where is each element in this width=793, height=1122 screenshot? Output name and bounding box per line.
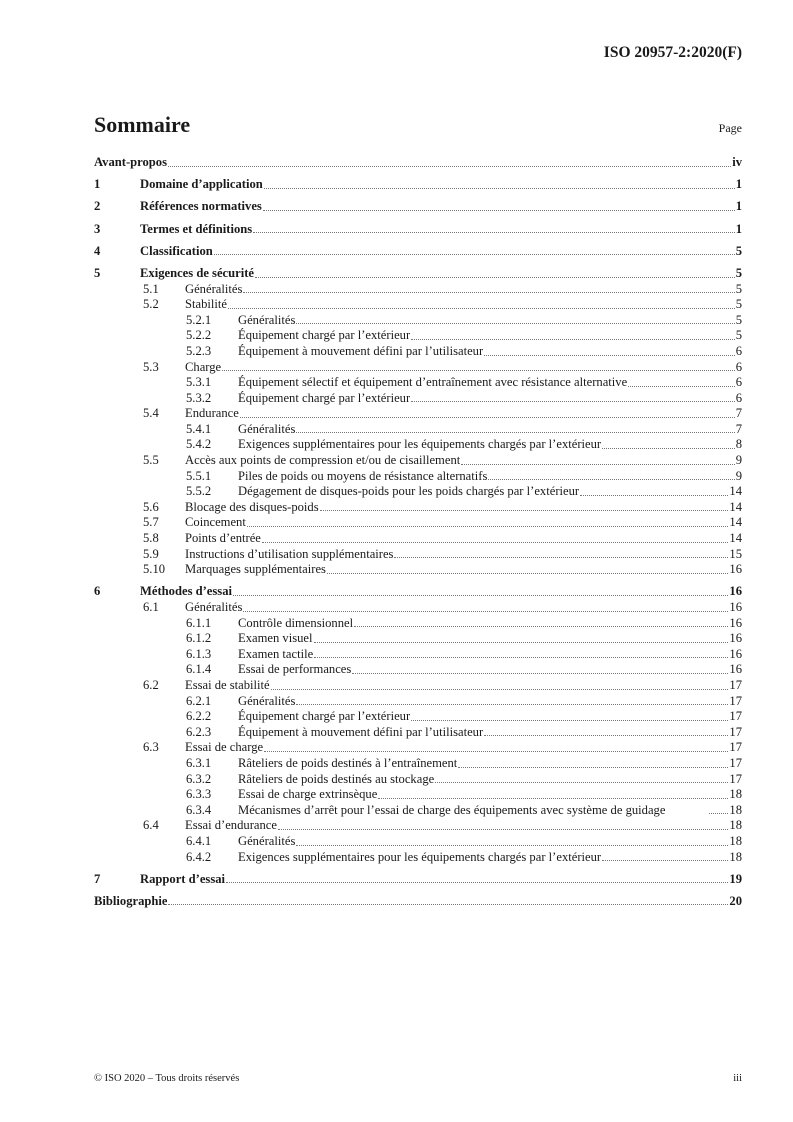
toc-entry-page: 8	[735, 437, 742, 452]
toc-entry[interactable]	[94, 500, 742, 516]
toc-entry-page: 18	[729, 818, 742, 833]
dot-leader	[296, 845, 728, 846]
toc-entry[interactable]	[94, 344, 742, 360]
dot-leader	[327, 573, 728, 574]
toc-entry[interactable]	[94, 469, 742, 485]
dot-leader	[255, 277, 735, 278]
footer	[94, 1073, 742, 1084]
toc-entry-number: 6	[94, 584, 101, 599]
toc-entry-label: Méthodes d’essai	[140, 584, 232, 599]
toc-entry-page: 5	[735, 328, 742, 343]
toc-entry-label: Examen visuel	[238, 631, 313, 646]
toc-entry-number: 5.8	[143, 531, 159, 546]
toc-entry[interactable]	[94, 515, 742, 531]
toc-entry-number: 6.1.2	[186, 631, 212, 646]
dot-leader	[240, 417, 735, 418]
toc-entry[interactable]	[94, 662, 742, 678]
dot-leader	[271, 689, 729, 690]
toc-entry-label: Essai de charge extrinsèque	[238, 787, 378, 802]
dot-leader	[602, 860, 728, 861]
toc-entry-number: 6.3.2	[186, 771, 212, 786]
toc-entry-label: Références normatives	[140, 199, 262, 214]
toc-entry-number: 5.5.1	[186, 468, 212, 483]
dot-leader	[263, 210, 735, 211]
toc-entry-page: 1	[735, 199, 742, 214]
toc-entry-label: Coincement	[185, 515, 246, 530]
toc-entry-number: 5.3.2	[186, 390, 212, 405]
toc-entry-number: 6.4.1	[186, 833, 212, 848]
toc-entry-page: 17	[729, 740, 742, 755]
toc-entry-page: 15	[729, 546, 742, 561]
toc-entry[interactable]	[94, 894, 742, 910]
dot-leader	[247, 526, 729, 527]
toc-entry-label: Râteliers de poids destinés au stockage	[238, 771, 435, 786]
toc-entry-page: 19	[729, 871, 742, 886]
copyright-text: © ISO 2020 – Tous droits réservés	[94, 1073, 240, 1084]
toc-entry-page: 16	[729, 562, 742, 577]
toc-entry-number: 6.3.4	[186, 802, 212, 817]
toc-entry-label: Mécanismes d’arrêt pour l’essai de charge des équipements avec système de guidage	[238, 802, 666, 817]
toc-entry-page: 16	[729, 662, 742, 677]
toc-entry[interactable]	[94, 850, 742, 866]
toc-entry-label: Essai de charge	[185, 740, 264, 755]
toc-entry-number: 5.2.2	[186, 328, 212, 343]
title-row	[94, 112, 742, 138]
dot-leader	[411, 339, 735, 340]
toc-entry-label: Avant-propos	[94, 155, 168, 169]
toc-entry-page: 1	[735, 221, 742, 236]
toc-entry-label: Points d’entrée	[185, 531, 261, 546]
toc-entry-page: 17	[729, 755, 742, 770]
toc-entry-page: 9	[735, 468, 742, 483]
toc-entry-page: 1	[735, 177, 742, 192]
toc-entry-label: Généralités	[185, 600, 243, 614]
toc-entry-number: 6.4.2	[186, 849, 212, 864]
toc-entry-page: 17	[729, 709, 742, 724]
toc-entry[interactable]	[94, 155, 742, 171]
toc-entry-label: Généralités	[238, 312, 296, 327]
dot-leader	[411, 401, 735, 402]
dot-leader	[320, 510, 729, 511]
toc-entry-label: Exigences supplémentaires pour les équipements chargés par l’extérieur	[238, 437, 602, 452]
toc-entry-number: 6.3.1	[186, 755, 212, 770]
toc-entry-page: iv	[732, 155, 742, 169]
toc-entry-page: 5	[735, 312, 742, 327]
dot-leader	[264, 751, 728, 752]
toc-entry-page: 9	[735, 453, 742, 468]
toc-entry-number: 6.1.1	[186, 615, 212, 630]
toc-entry[interactable]	[94, 803, 742, 819]
toc-entry-label: Exigences supplémentaires pour les équipements chargés par l’extérieur	[238, 849, 602, 864]
dot-leader	[435, 782, 728, 783]
toc-entry-label: Instructions d’utilisation supplémentaires	[185, 546, 394, 561]
toc-entry-number: 5.5.2	[186, 484, 212, 499]
toc-entry-label: Examen tactile	[238, 646, 314, 661]
toc-entry-number: 6.4	[143, 818, 159, 833]
toc-entry-label: Équipement chargé par l’extérieur	[238, 328, 411, 343]
toc-entry-label: Accès aux points de compression et/ou de cisaillement	[185, 453, 461, 468]
toc-entry[interactable]	[94, 818, 742, 834]
toc-entry-number: 5.4.1	[186, 421, 212, 436]
dot-leader	[243, 292, 734, 293]
toc-entry-label: Piles de poids ou moyens de résistance alternatifs	[238, 468, 488, 483]
toc-entry-number: 5.10	[143, 562, 166, 577]
toc-entry-label: Essai de performances	[238, 662, 352, 677]
toc-entry-label: Équipement sélectif et équipement d’entraînement avec résistance alternative	[238, 375, 628, 390]
toc-entry-page: 16	[729, 646, 742, 661]
toc-entry-number: 5.3	[143, 359, 159, 374]
toc-entry-number: 6.3.3	[186, 787, 212, 802]
toc-entry[interactable]	[94, 313, 742, 329]
toc-entry-label: Exigences de sécurité	[140, 265, 255, 280]
toc-entry[interactable]	[94, 584, 742, 600]
toc-entry-label: Équipement à mouvement défini par l’utilisateur	[238, 343, 484, 358]
dot-leader	[352, 673, 728, 674]
dot-leader	[314, 642, 729, 643]
toc-entry-page: 14	[729, 499, 742, 514]
toc-entry-number: 5.2.3	[186, 343, 212, 358]
toc-entry-page: 6	[735, 359, 742, 374]
dot-leader	[296, 323, 734, 324]
toc-entry-number: 5.2.1	[186, 312, 212, 327]
toc-entry[interactable]	[94, 375, 742, 391]
table-of-contents	[94, 155, 742, 909]
toc-entry-page: 17	[729, 693, 742, 708]
toc-entry[interactable]	[94, 453, 742, 469]
toc-entry-number: 5.4.2	[186, 437, 212, 452]
toc-entry-number: 3	[94, 221, 101, 236]
toc-entry-label: Généralités	[238, 421, 296, 436]
toc-entry[interactable]	[94, 297, 742, 313]
toc-entry[interactable]	[94, 678, 742, 694]
toc-entry[interactable]	[94, 328, 742, 344]
dot-leader	[253, 232, 735, 233]
dot-leader	[262, 542, 729, 543]
toc-entry[interactable]	[94, 562, 742, 578]
toc-entry[interactable]	[94, 437, 742, 453]
toc-entry[interactable]	[94, 834, 742, 850]
dot-leader	[411, 720, 728, 721]
toc-entry-label: Domaine d’application	[140, 177, 263, 192]
toc-entry-label: Généralités	[238, 833, 296, 848]
toc-entry-page: 5	[735, 297, 742, 312]
toc-entry-label: Blocage des disques-poids	[185, 499, 319, 514]
toc-entry-number: 5	[94, 265, 101, 280]
toc-entry[interactable]	[94, 266, 742, 282]
toc-entry[interactable]	[94, 740, 742, 756]
toc-entry[interactable]	[94, 177, 742, 193]
dot-leader	[461, 464, 734, 465]
toc-entry-label: Bibliographie	[94, 893, 168, 908]
toc-entry-page: 17	[729, 771, 742, 786]
dot-leader	[484, 355, 735, 356]
toc-entry-number: 4	[94, 243, 101, 258]
toc-entry-number: 5.5	[143, 453, 159, 468]
toc-entry-page: 7	[735, 406, 742, 421]
toc-entry-page: 6	[735, 390, 742, 405]
toc-entry-number: 6.2	[143, 677, 159, 692]
toc-entry-page: 16	[729, 631, 742, 646]
dot-leader	[458, 767, 728, 768]
dot-leader	[278, 829, 728, 830]
toc-entry-number: 6.2.1	[186, 693, 212, 708]
toc-entry-number: 7	[94, 871, 101, 886]
toc-entry[interactable]	[94, 531, 742, 547]
toc-entry-page: 18	[729, 802, 742, 817]
dot-leader	[168, 166, 731, 167]
toc-entry-number: 6.1	[143, 600, 159, 614]
toc-entry-number: 6.2.2	[186, 709, 212, 724]
document-id: ISO 20957-2:2020(F)	[603, 44, 742, 61]
toc-entry-label: Équipement chargé par l’extérieur	[238, 390, 411, 405]
toc-entry-label: Rapport d’essai	[140, 871, 226, 886]
dot-leader	[214, 254, 735, 255]
toc-entry-label: Dégagement de disques-poids pour les poids chargés par l’extérieur	[238, 484, 580, 499]
toc-entry[interactable]	[94, 631, 742, 647]
toc-entry[interactable]	[94, 694, 742, 710]
toc-entry[interactable]	[94, 616, 742, 632]
toc-entry[interactable]	[94, 647, 742, 663]
dot-leader	[709, 813, 728, 814]
toc-entry-label: Équipement chargé par l’extérieur	[238, 709, 411, 724]
toc-entry-page: 14	[729, 531, 742, 546]
toc-entry-page: 16	[729, 615, 742, 630]
toc-entry-number: 2	[94, 199, 101, 214]
toc-entry-page: 18	[729, 849, 742, 864]
footer-page-number: iii	[733, 1073, 742, 1084]
toc-entry-label: Généralités	[238, 693, 296, 708]
dot-leader	[488, 479, 734, 480]
toc-entry-label: Râteliers de poids destinés à l’entraînement	[238, 755, 458, 770]
toc-entry-page: 14	[729, 515, 742, 530]
toc-entry-label: Classification	[140, 243, 213, 258]
dot-leader	[296, 432, 734, 433]
toc-entry-page: 6	[735, 343, 742, 358]
toc-entry-number: 5.2	[143, 297, 159, 312]
toc-entry-label: Essai d’endurance	[185, 818, 277, 833]
toc-entry-page: 5	[735, 243, 742, 258]
toc-entry-label: Charge	[185, 359, 222, 374]
toc-entry[interactable]	[94, 199, 742, 215]
toc-entry-number: 6.2.3	[186, 724, 212, 739]
dot-leader	[378, 798, 728, 799]
toc-entry-number: 5.3.1	[186, 375, 212, 390]
toc-entry-label: Équipement à mouvement défini par l’utilisateur	[238, 724, 484, 739]
toc-entry-number: 5.1	[143, 281, 159, 296]
toc-entry-label: Généralités	[185, 281, 243, 296]
dot-leader	[243, 611, 728, 612]
toc-entry-page: 17	[729, 724, 742, 739]
toc-entry-number: 6.3	[143, 740, 159, 755]
page-column-label: Page	[718, 121, 742, 135]
toc-entry[interactable]	[94, 422, 742, 438]
dot-leader	[233, 595, 728, 596]
dot-leader	[228, 308, 735, 309]
toc-entry[interactable]	[94, 484, 742, 500]
dot-leader	[168, 904, 728, 905]
toc-entry-number: 5.6	[143, 499, 159, 514]
dot-leader	[354, 626, 728, 627]
toc-entry-page: 16	[729, 600, 742, 614]
dot-leader	[314, 657, 728, 658]
dot-leader	[264, 188, 735, 189]
toc-entry-number: 5.4	[143, 406, 159, 421]
toc-entry[interactable]	[94, 391, 742, 407]
toc-entry[interactable]	[94, 547, 742, 563]
dot-leader	[484, 735, 728, 736]
toc-entry-page: 18	[729, 787, 742, 802]
toc-entry[interactable]	[94, 244, 742, 260]
toc-entry-page: 16	[729, 584, 742, 599]
toc-entry[interactable]	[94, 406, 742, 422]
toc-entry-page: 18	[729, 833, 742, 848]
toc-entry[interactable]	[94, 600, 742, 616]
toc-entry[interactable]	[94, 725, 742, 741]
toc-entry-label: Endurance	[185, 406, 239, 421]
toc-entry-label: Contrôle dimensionnel	[238, 615, 354, 630]
toc-entry-label: Stabilité	[185, 297, 227, 312]
toc-entry-page: 6	[735, 375, 742, 390]
toc-entry[interactable]	[94, 756, 742, 772]
toc-entry-label: Essai de stabilité	[185, 677, 270, 692]
toc-entry-page: 17	[729, 677, 742, 692]
dot-leader	[602, 448, 735, 449]
toc-entry[interactable]	[94, 872, 742, 888]
dot-leader	[296, 704, 728, 705]
toc-entry-number: 6.1.4	[186, 662, 212, 677]
toc-entry-page: 5	[735, 281, 742, 296]
page-title: Sommaire	[94, 112, 191, 137]
toc-entry[interactable]	[94, 787, 742, 803]
toc-entry[interactable]	[94, 709, 742, 725]
toc-entry[interactable]	[94, 282, 742, 298]
toc-entry-page: 20	[729, 893, 742, 908]
toc-entry-label: Marquages supplémentaires	[185, 562, 326, 577]
toc-entry-number: 6.1.3	[186, 646, 212, 661]
toc-entry[interactable]	[94, 360, 742, 376]
dot-leader	[628, 386, 735, 387]
dot-leader	[580, 495, 728, 496]
toc-entry[interactable]	[94, 222, 742, 238]
toc-entry-label: Termes et définitions	[140, 221, 253, 236]
toc-entry[interactable]	[94, 772, 742, 788]
toc-entry-page: 14	[729, 484, 742, 499]
toc-entry-page: 7	[735, 421, 742, 436]
toc-entry-page: 5	[735, 265, 742, 280]
toc-entry-number: 5.7	[143, 515, 159, 530]
dot-leader	[226, 882, 728, 883]
toc-entry-number: 1	[94, 177, 101, 192]
toc-entry-number: 5.9	[143, 546, 159, 561]
dot-leader	[394, 557, 728, 558]
dot-leader	[222, 370, 735, 371]
